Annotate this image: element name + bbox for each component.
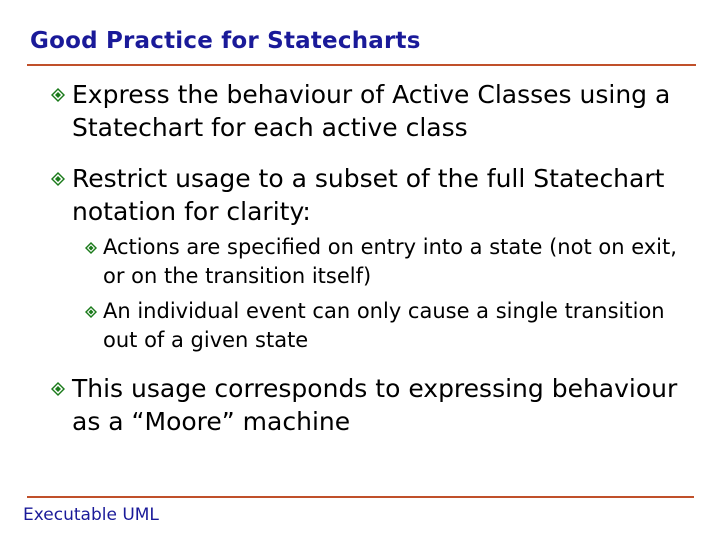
bullet-item	[72, 162, 664, 228]
sub-bullet-text: An individual event can only cause a single transition out of a given state	[103, 299, 665, 352]
bullet-item	[72, 78, 670, 144]
sub-bullet-item	[103, 233, 677, 291]
sub-bullet-text: Actions are specified on entry into a state (not on exit, or on the transition itself)	[103, 235, 677, 288]
bullet-text: Express the behaviour of Active Classes using a Statechart for each active class	[72, 80, 671, 142]
diamond-bullet-icon	[50, 78, 72, 111]
bullet-text: This usage corresponds to expressing behaviour as a “Moore” machine	[72, 374, 678, 436]
footer-label: Executable UML	[23, 505, 159, 525]
bullet-item	[72, 372, 677, 438]
bottom-divider	[27, 496, 694, 498]
diamond-bullet-icon	[50, 162, 72, 195]
diamond-bullet-icon	[50, 372, 72, 405]
bullet-text: Restrict usage to a subset of the full Statechart notation for clarity:	[72, 164, 665, 226]
sub-bullet-item	[103, 297, 665, 355]
diamond-bullet-icon	[84, 233, 103, 262]
diamond-bullet-icon	[84, 297, 103, 326]
slide-title: Good Practice for Statecharts	[30, 28, 421, 54]
top-divider	[27, 64, 696, 66]
